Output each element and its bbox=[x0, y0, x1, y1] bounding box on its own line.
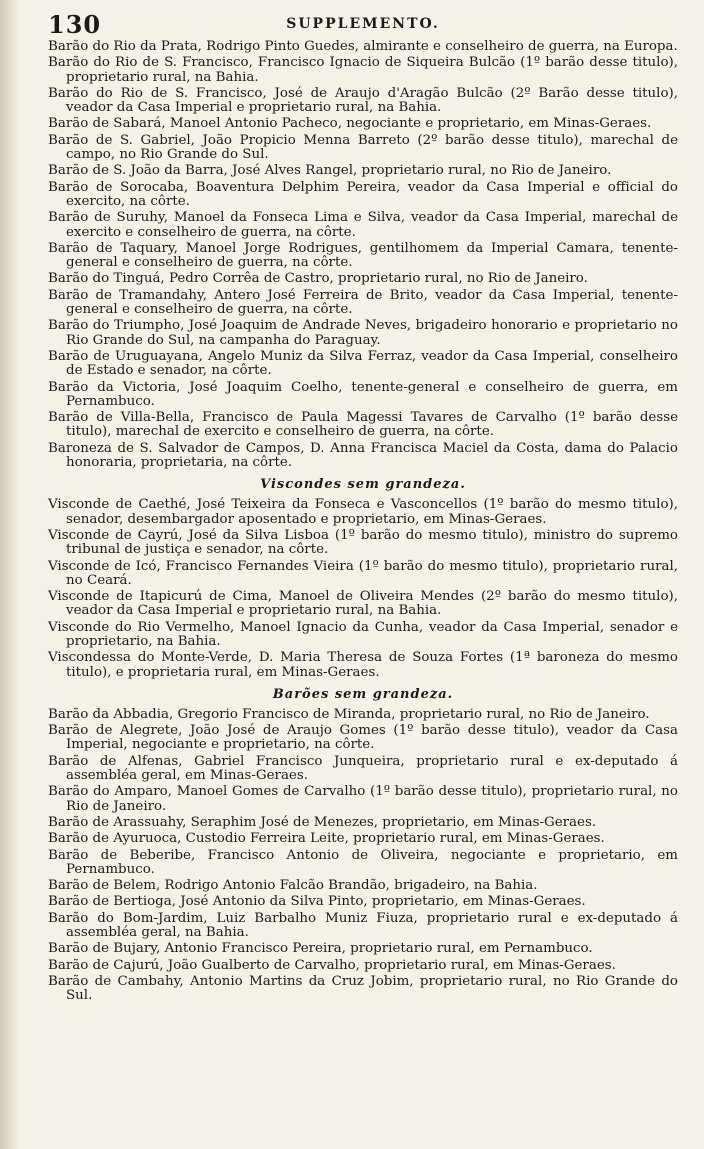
list-item: Barão do Tinguá, Pedro Corrêa de Castro, proprietario rural, no Rio de Janeiro. bbox=[48, 271, 588, 287]
list-item: Barão de Taquary, Manoel Jorge Rodrigues, gentilhomem da Imperial Camara, tenente-general e conselheiro de guerra, na côrte. bbox=[48, 240, 678, 271]
list-item: Barão de Sorocaba, Boaventura Delphim Pereira, veador da Casa Imperial e official do exercito, na côrte. bbox=[48, 179, 678, 209]
document-page bbox=[48, 10, 678, 1006]
list-item: Viscondessa do Monte-Verde, D. Maria Theresa de Souza Fortes (1ª baroneza do mesmo titulo), e proprietaria rural, em Minas-Geraes. bbox=[48, 650, 678, 680]
list-item: Barão de Arassuahy, Seraphim José de Menezes, proprietario, em Minas-Geraes. bbox=[48, 814, 597, 830]
list-item: Barão da Victoria, José Joaquim Coelho, tenente-general e conselheiro de guerra, em Pernambuco. bbox=[48, 379, 678, 409]
list-item: Visconde de Caethé, José Teixeira da Fonseca e Vasconcellos (1º barão do mesmo titulo), senador, desembargador aposentado e proprietario, em Minas-Geraes. bbox=[48, 497, 678, 527]
list-item: Visconde de Itapicurú de Cima, Manoel de Oliveira Mendes (2º barão do mesmo titulo), veador da Casa Imperial e proprietario rural, na Bahia. bbox=[48, 589, 678, 619]
entries-container bbox=[48, 40, 678, 1004]
page-gutter bbox=[0, 0, 20, 1149]
list-item: Barão de Cajurú, João Gualberto de Carvalho, proprietario rural, em Minas-Geraes. bbox=[48, 957, 616, 973]
list-item: Barão de Ayuruoca, Custodio Ferreira Leite, proprietario rural, em Minas-Geraes. bbox=[48, 831, 605, 847]
list-item: Barão do Amparo, Manoel Gomes de Carvalho (1º barão desse titulo), proprietario rural, no Rio de Janeiro. bbox=[48, 784, 678, 814]
list-item: Visconde de Icó, Francisco Fernandes Vieira (1º barão do mesmo titulo), proprietario rural, no Ceará. bbox=[48, 558, 678, 588]
list-item: Barão do Triumpho, José Joaquim de Andrade Neves, brigadeiro honorario e proprietario no Rio Grande do Sul, na campanha do Paraguay. bbox=[48, 318, 678, 348]
list-item: Barão da Abbadia, Gregorio Francisco de Miranda, proprietario rural, no Rio de Janeiro. bbox=[48, 706, 650, 722]
list-item: Barão do Rio de S. Francisco, Francisco Ignacio de Siqueira Bulcão (1º barão desse titulo), proprietario rural, na Bahia. bbox=[48, 55, 678, 85]
list-item: Barão de Tramandahy, Antero José Ferreira de Brito, veador da Casa Imperial, tenente-general e conselheiro de guerra, na côrte. bbox=[48, 287, 678, 318]
page-number: 130 bbox=[48, 10, 102, 39]
list-item: Barão de Suruhy, Manoel da Fonseca Lima e Silva, veador da Casa Imperial, marechal de exercito e conselheiro de guerra, na côrte. bbox=[48, 210, 678, 240]
list-item: Barão do Bom-Jardim, Luiz Barbalho Muniz Fiuza, proprietario rural e ex-deputado á assembléa geral, na Bahia. bbox=[48, 910, 678, 941]
list-item: Barão de Alegrete, João José de Araujo Gomes (1º barão desse titulo), veador da Casa Imperial, negociante e proprietario, na côrte. bbox=[48, 723, 678, 753]
list-item: Barão de Cambahy, Antonio Martins da Cruz Jobim, proprietario rural, no Rio Grande do Sul. bbox=[48, 973, 678, 1004]
list-item: Barão de Bujary, Antonio Francisco Pereira, proprietario rural, em Pernambuco. bbox=[48, 941, 593, 957]
list-item: Barão de Belem, Rodrigo Antonio Falcão Brandão, brigadeiro, na Bahia. bbox=[48, 878, 538, 894]
list-item: Barão de Beberibe, Francisco Antonio de Oliveira, negociante e proprietario, em Pernambuco. bbox=[48, 847, 678, 877]
list-item: Barão do Rio da Prata, Rodrigo Pinto Guedes, almirante e conselheiro de guerra, na Europa. bbox=[48, 39, 678, 54]
list-item: Barão de Villa-Bella, Francisco de Paula Magessi Tavares de Carvalho (1º barão desse titulo), marechal de exercito e conselheiro de guerra, na côrte. bbox=[48, 410, 678, 440]
list-item: Visconde de Cayrú, José da Silva Lisboa (1º barão do mesmo titulo), ministro do supremo tribunal de justiça e senador, na côrte. bbox=[48, 527, 678, 558]
list-item: Barão de Alfenas, Gabriel Francisco Junqueira, proprietario rural e ex-deputado á assembléa geral, em Minas-Geraes. bbox=[48, 753, 678, 784]
running-title: SUPPLEMENTO. bbox=[286, 16, 440, 32]
list-item: Barão de S. João da Barra, José Alves Rangel, proprietario rural, no Rio de Janeiro. bbox=[48, 163, 612, 179]
entry-list bbox=[48, 40, 678, 470]
list-item: Baroneza de S. Salvador de Campos, D. Anna Francisca Maciel da Costa, dama do Palacio honoraria, proprietaria, na côrte. bbox=[48, 440, 678, 471]
section-title: Viscondes sem grandeza. bbox=[260, 477, 466, 493]
entry-list bbox=[48, 498, 678, 680]
list-item: Visconde do Rio Vermelho, Manoel Ignacio da Cunha, veador da Casa Imperial, senador e proprietario, na Bahia. bbox=[48, 619, 678, 649]
list-item: Barão de Sabará, Manoel Antonio Pacheco, negociante e proprietario, em Minas-Geraes. bbox=[48, 116, 652, 132]
list-item: Barão de S. Gabriel, João Propicio Menna Barreto (2º barão desse titulo), marechal de campo, no Rio Grande do Sul. bbox=[48, 132, 678, 163]
list-item: Barão de Uruguayana, Angelo Muniz da Silva Ferraz, veador da Casa Imperial, conselheiro de Estado e senador, na côrte. bbox=[48, 348, 678, 379]
page-header bbox=[48, 10, 678, 40]
section-title: Barões sem grandeza. bbox=[272, 686, 454, 702]
entry-list bbox=[48, 708, 678, 1004]
list-item: Barão de Bertioga, José Antonio da Silva Pinto, proprietario, em Minas-Geraes. bbox=[48, 894, 586, 910]
list-item: Barão do Rio de S. Francisco, José de Araujo d'Aragão Bulcão (2º Barão desse titulo), veador da Casa Imperial e proprietario rural, na Bahia. bbox=[48, 85, 678, 116]
